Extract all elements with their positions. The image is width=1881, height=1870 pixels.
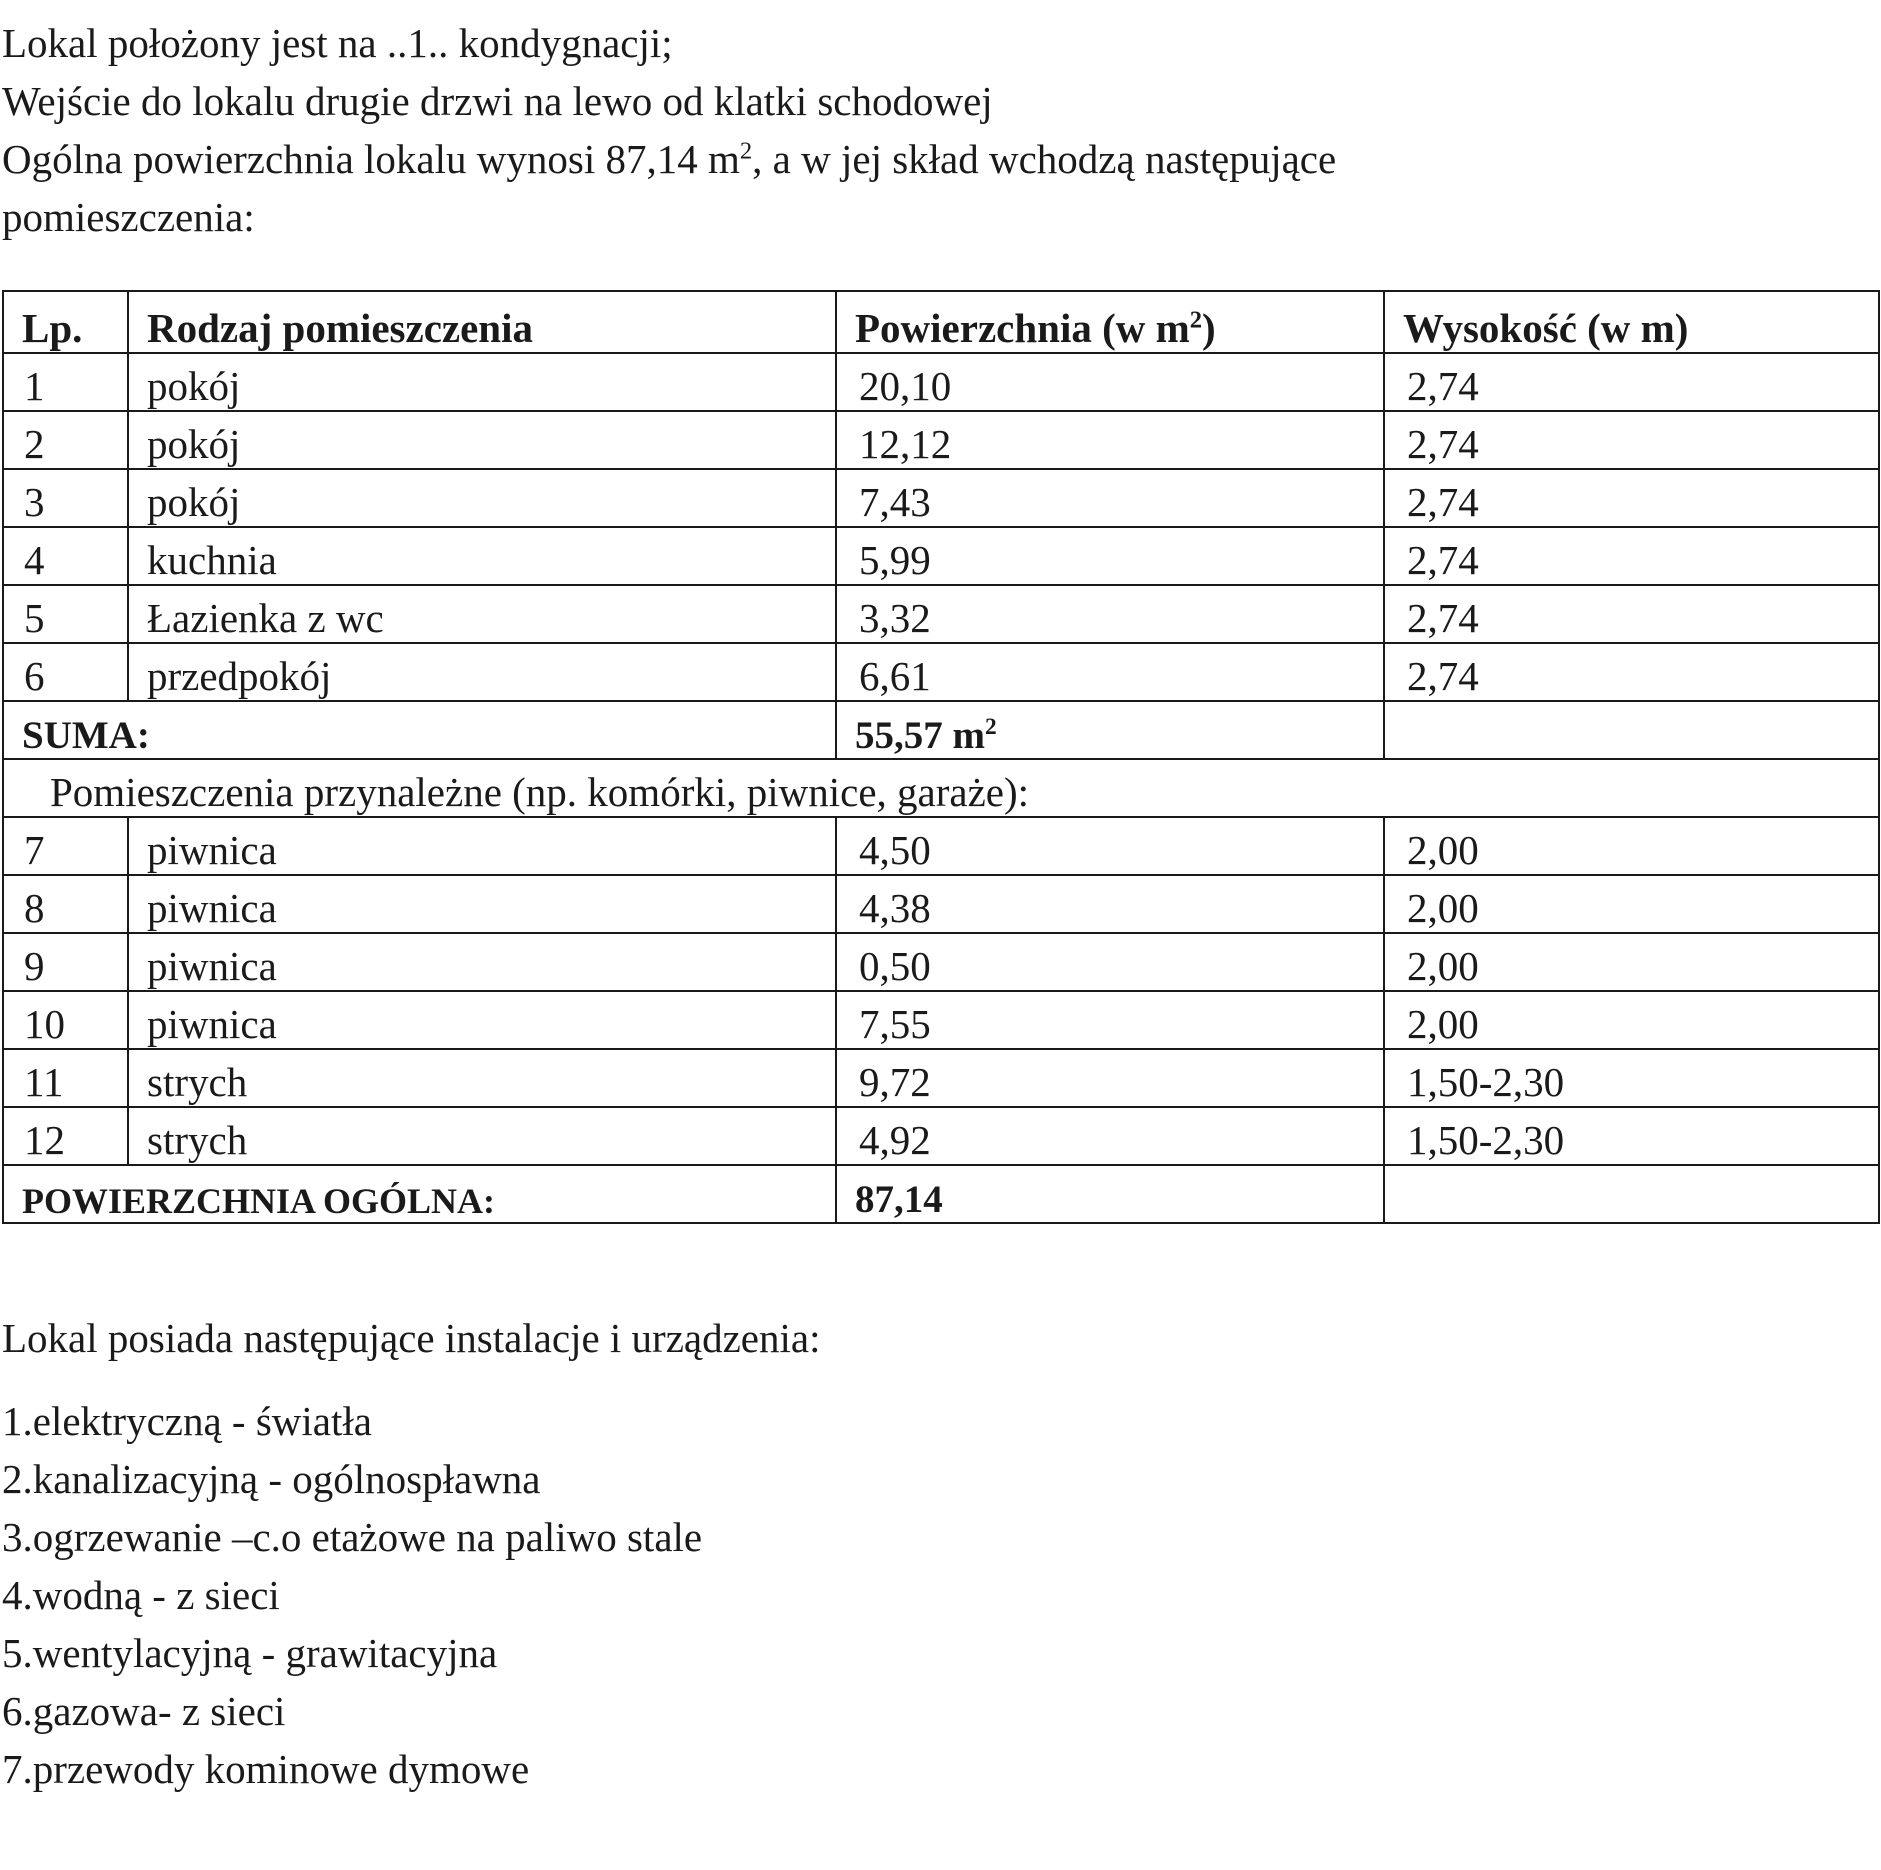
row-height: 2,74 <box>1384 585 1879 643</box>
row-area: 12,12 <box>836 411 1384 469</box>
total-value: 87,14 <box>836 1165 1384 1223</box>
row-area: 4,38 <box>836 875 1384 933</box>
row-area: 7,55 <box>836 991 1384 1049</box>
total-label: POWIERZCHNIA OGÓLNA: <box>3 1165 836 1223</box>
list-item: 6.gazowa- z sieci <box>2 1688 286 1734</box>
rooms-table <box>2 290 1880 1224</box>
list-item: 2.kanalizacyjną - ogólnospławna <box>2 1456 541 1502</box>
row-lp: 9 <box>3 933 128 991</box>
table-row <box>3 353 1879 411</box>
table-row <box>3 875 1879 933</box>
row-area: 9,72 <box>836 1049 1384 1107</box>
table-row <box>3 585 1879 643</box>
row-area: 7,43 <box>836 469 1384 527</box>
row-area: 5,99 <box>836 527 1384 585</box>
list-item: 7.przewody kominowe dymowe <box>2 1746 530 1792</box>
row-lp: 4 <box>3 527 128 585</box>
row-area: 4,50 <box>836 817 1384 875</box>
list-item: 1.elektryczną - światła <box>2 1398 372 1444</box>
row-area: 0,50 <box>836 933 1384 991</box>
header-room-type: Rodzaj pomieszczenia <box>128 291 836 353</box>
row-room-type: piwnica <box>128 991 836 1049</box>
total-empty-cell <box>1384 1165 1879 1223</box>
row-area: 20,10 <box>836 353 1384 411</box>
list-item: 3.ogrzewanie –c.o etażowe na paliwo stale <box>2 1514 703 1560</box>
row-lp: 7 <box>3 817 128 875</box>
entrance-line: Wejście do lokalu drugie drzwi na lewo od klatki schodowej <box>2 78 993 124</box>
row-area: 4,92 <box>836 1107 1384 1165</box>
row-height: 2,74 <box>1384 527 1879 585</box>
installations-list <box>2 1392 820 1798</box>
sum-value: 55,57 $m^2$ <box>836 701 1384 759</box>
row-lp: 8 <box>3 875 128 933</box>
row-room-type: piwnica <box>128 817 836 875</box>
list-item: 5.wentylacyjną - grawitacyjna <box>2 1630 498 1676</box>
row-room-type: piwnica <box>128 933 836 991</box>
section-label: Pomieszczenia przynależne (np. komórki, piwnice, garaże): <box>3 759 1879 817</box>
row-lp: 2 <box>3 411 128 469</box>
row-height: 2,00 <box>1384 817 1879 875</box>
section-row <box>3 759 1879 817</box>
row-lp: 12 <box>3 1107 128 1165</box>
row-height: 2,74 <box>1384 411 1879 469</box>
header-lp: Lp. <box>3 291 128 353</box>
row-lp: 5 <box>3 585 128 643</box>
row-area: 6,61 <box>836 643 1384 701</box>
table-row <box>3 411 1879 469</box>
total-row <box>3 1165 1879 1223</box>
table-row <box>3 527 1879 585</box>
row-lp: 3 <box>3 469 128 527</box>
table-row <box>3 643 1879 701</box>
row-height: 1,50-2,30 <box>1384 1107 1879 1165</box>
row-height: 2,00 <box>1384 991 1879 1049</box>
row-room-type: piwnica <box>128 875 836 933</box>
row-room-type: pokój <box>128 353 836 411</box>
row-lp: 10 <box>3 991 128 1049</box>
sum-label: SUMA: <box>3 701 836 759</box>
row-room-type: strych <box>128 1049 836 1107</box>
row-room-type: kuchnia <box>128 527 836 585</box>
row-lp: 11 <box>3 1049 128 1107</box>
table-row <box>3 1049 1879 1107</box>
row-height: 2,74 <box>1384 643 1879 701</box>
total-area-line: Ogólna powierzchnia lokalu wynosi 87,14 $m^2$, a w jej skład wchodzą następujące <box>2 136 1337 182</box>
table-row <box>3 817 1879 875</box>
installations-section <box>2 1314 820 1798</box>
row-height: 2,74 <box>1384 469 1879 527</box>
header-area: Powierzchnia (w $m^2$) <box>836 291 1384 353</box>
sum-row <box>3 701 1879 759</box>
row-room-type: strych <box>128 1107 836 1165</box>
row-room-type: pokój <box>128 469 836 527</box>
installations-lead: Lokal posiada następujące instalacje i urządzenia: <box>2 1315 821 1361</box>
sum-empty-cell <box>1384 701 1879 759</box>
floor-line: Lokal położony jest na ..1.. kondygnacji; <box>2 20 673 66</box>
row-area: 3,32 <box>836 585 1384 643</box>
table-row <box>3 991 1879 1049</box>
table-row <box>3 1107 1879 1165</box>
row-height: 2,74 <box>1384 353 1879 411</box>
rooms-intro-line: pomieszczenia: <box>2 194 255 240</box>
row-room-type: pokój <box>128 411 836 469</box>
row-height: 2,00 <box>1384 875 1879 933</box>
row-height: 1,50-2,30 <box>1384 1049 1879 1107</box>
table-header-row <box>3 291 1879 353</box>
row-lp: 1 <box>3 353 128 411</box>
row-height: 2,00 <box>1384 933 1879 991</box>
extra-rooms-body <box>3 817 1879 1223</box>
row-lp: 6 <box>3 643 128 701</box>
list-item: 4.wodną - z sieci <box>2 1572 280 1618</box>
rooms-body <box>3 353 1879 817</box>
table-row <box>3 469 1879 527</box>
row-room-type: Łazienka z wc <box>128 585 836 643</box>
header-height: Wysokość (w m) <box>1384 291 1879 353</box>
table-row <box>3 933 1879 991</box>
row-room-type: przedpokój <box>128 643 836 701</box>
intro-text <box>2 14 1336 246</box>
